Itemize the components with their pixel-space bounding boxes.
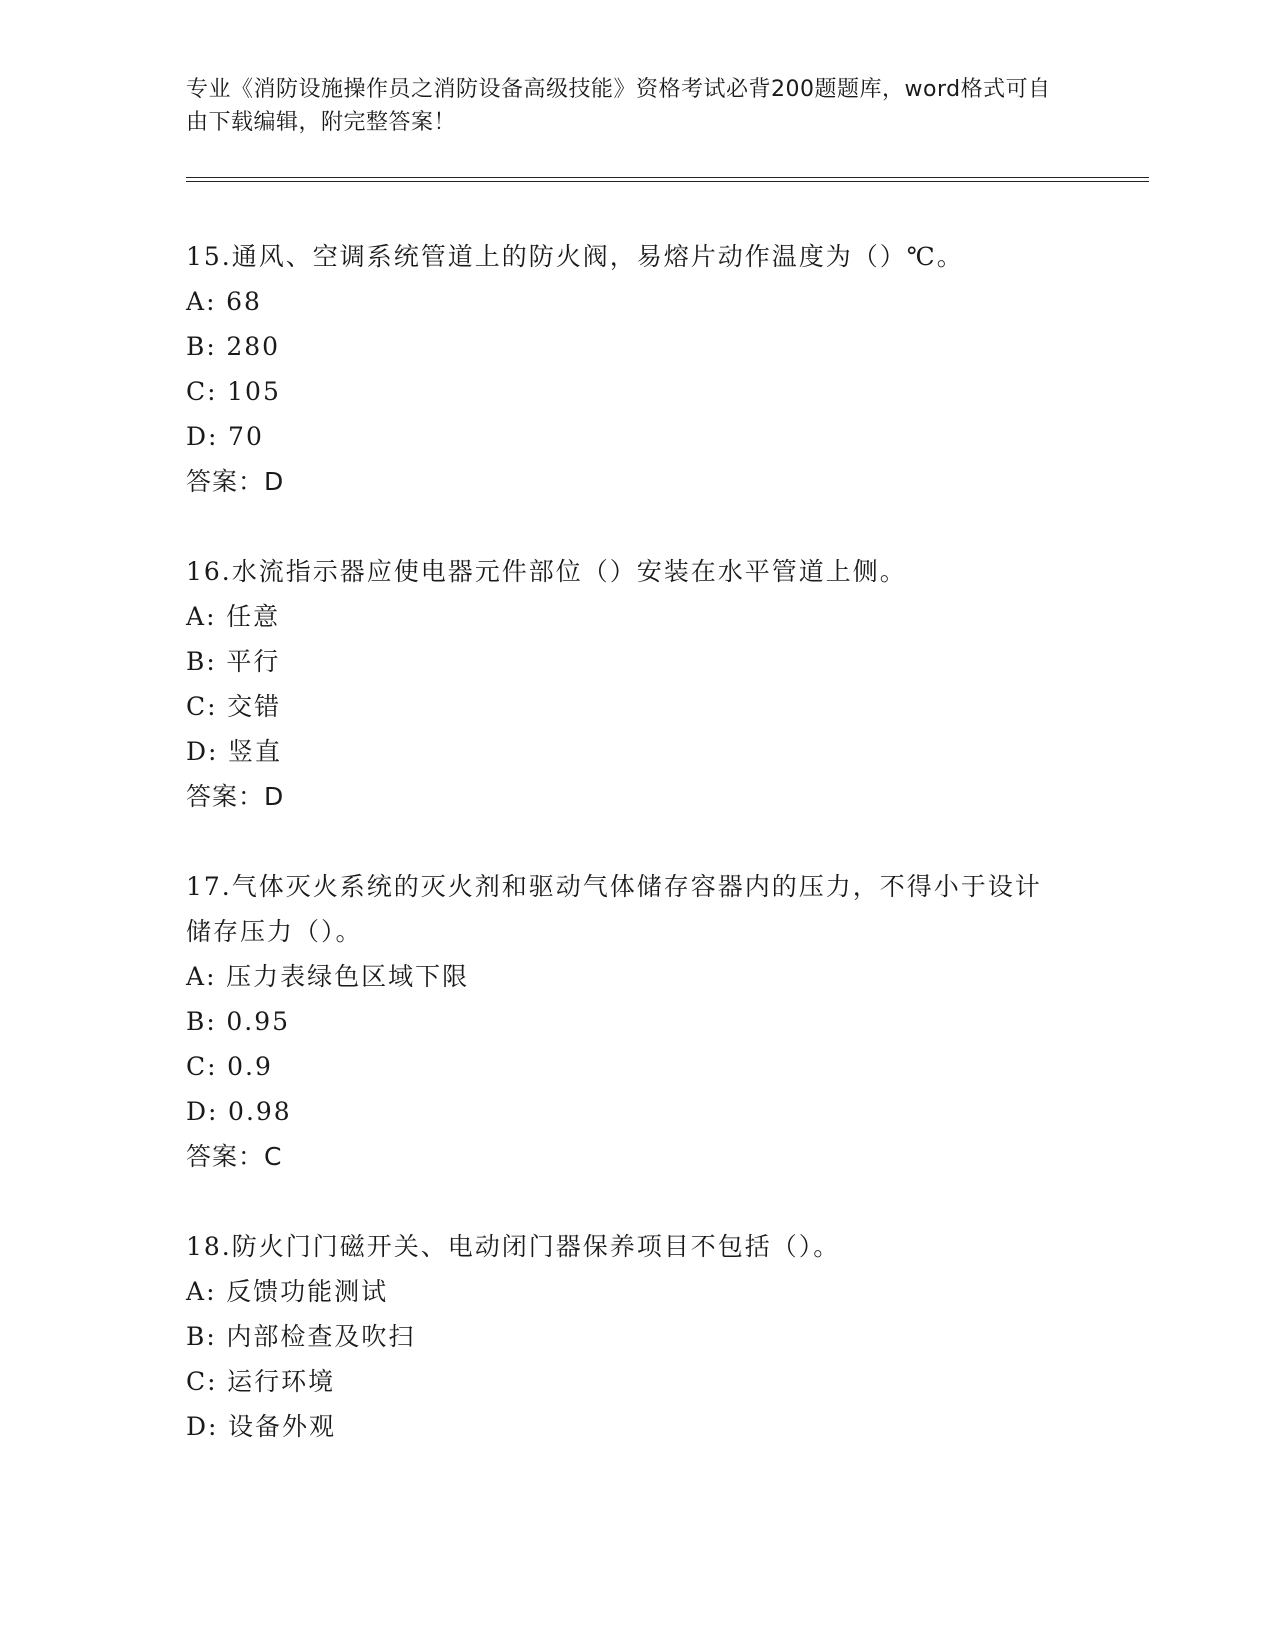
question-15 xyxy=(186,234,1086,504)
option-b xyxy=(186,324,1086,369)
option-d xyxy=(186,1089,1086,1134)
option-text: 交错 xyxy=(227,692,282,721)
option-separator: : xyxy=(208,737,219,766)
option-letter: B xyxy=(186,1322,207,1351)
option-text: 68 xyxy=(226,287,262,316)
option-d xyxy=(186,1404,1086,1449)
option-letter: A xyxy=(186,962,207,991)
question-list xyxy=(186,234,1086,1494)
option-b xyxy=(186,639,1086,684)
option-letter: A xyxy=(186,287,207,316)
option-letter: C xyxy=(186,1367,208,1396)
option-c xyxy=(186,1044,1086,1089)
option-d xyxy=(186,414,1086,459)
option-text: 设备外观 xyxy=(228,1412,337,1441)
option-letter: C xyxy=(186,692,208,721)
question-16 xyxy=(186,549,1086,819)
option-letter: A xyxy=(186,1277,207,1306)
option-text: 压力表绿色区域下限 xyxy=(226,962,470,991)
option-separator: : xyxy=(206,332,217,361)
option-c xyxy=(186,369,1086,414)
answer-line: 答案：D xyxy=(186,467,285,496)
option-letter: D xyxy=(186,737,209,766)
question-18 xyxy=(186,1224,1086,1449)
option-letter: D xyxy=(186,422,209,451)
answer-line: 答案：D xyxy=(186,782,285,811)
option-a xyxy=(186,1269,1086,1314)
answer-line: 答案：C xyxy=(186,1142,283,1171)
option-separator: : xyxy=(206,1007,217,1036)
option-text: 运行环境 xyxy=(227,1367,336,1396)
option-separator: : xyxy=(208,422,219,451)
option-separator: : xyxy=(206,602,217,631)
option-separator: : xyxy=(207,692,218,721)
option-b xyxy=(186,999,1086,1044)
option-separator: : xyxy=(207,377,218,406)
question-17 xyxy=(186,864,1086,1179)
option-separator: : xyxy=(206,1322,217,1351)
option-text: 280 xyxy=(226,332,281,361)
option-separator: : xyxy=(206,287,217,316)
option-separator: : xyxy=(206,962,217,991)
option-separator: : xyxy=(207,1052,218,1081)
option-a xyxy=(186,594,1086,639)
option-text: 70 xyxy=(228,422,264,451)
option-letter: D xyxy=(186,1097,209,1126)
option-text: 0.95 xyxy=(226,1007,291,1036)
option-text: 任意 xyxy=(226,602,281,631)
question-stem: 15.通风、空调系统管道上的防火阀，易熔片动作温度为（）℃。 xyxy=(186,242,964,271)
option-text: 反馈功能测试 xyxy=(226,1277,389,1306)
option-separator: : xyxy=(208,1412,219,1441)
option-a xyxy=(186,954,1086,999)
question-stem: 16.水流指示器应使电器元件部位（）安装在水平管道上侧。 xyxy=(186,557,907,586)
question-stem: 18.防火门门磁开关、电动闭门器保养项目不包括（）。 xyxy=(186,1232,841,1261)
option-c xyxy=(186,1359,1086,1404)
header-divider xyxy=(186,177,1149,182)
option-letter: B xyxy=(186,332,207,361)
option-separator: : xyxy=(206,1277,217,1306)
option-d xyxy=(186,729,1086,774)
option-text: 竖直 xyxy=(228,737,283,766)
option-text: 0.9 xyxy=(227,1052,273,1081)
option-text: 105 xyxy=(227,377,281,406)
option-letter: D xyxy=(186,1412,209,1441)
option-b xyxy=(186,1314,1086,1359)
option-separator: : xyxy=(206,647,217,676)
document-header: 专业《消防设施操作员之消防设备高级技能》资格考试必背200题题库，word格式可自由下载编辑，附完整答案！ xyxy=(186,77,1051,135)
option-letter: A xyxy=(186,602,207,631)
option-letter: B xyxy=(186,1007,207,1036)
option-letter: B xyxy=(186,647,207,676)
option-separator: : xyxy=(208,1097,219,1126)
option-c xyxy=(186,684,1086,729)
question-stem: 17.气体灭火系统的灭火剂和驱动气体储存容器内的压力，不得小于设计储存压力（）。 xyxy=(186,872,1042,946)
option-text: 0.98 xyxy=(228,1097,292,1126)
option-letter: C xyxy=(186,1052,208,1081)
option-separator: : xyxy=(207,1367,218,1396)
option-text: 内部检查及吹扫 xyxy=(226,1322,416,1351)
option-letter: C xyxy=(186,377,208,406)
option-a xyxy=(186,279,1086,324)
option-text: 平行 xyxy=(226,647,281,676)
